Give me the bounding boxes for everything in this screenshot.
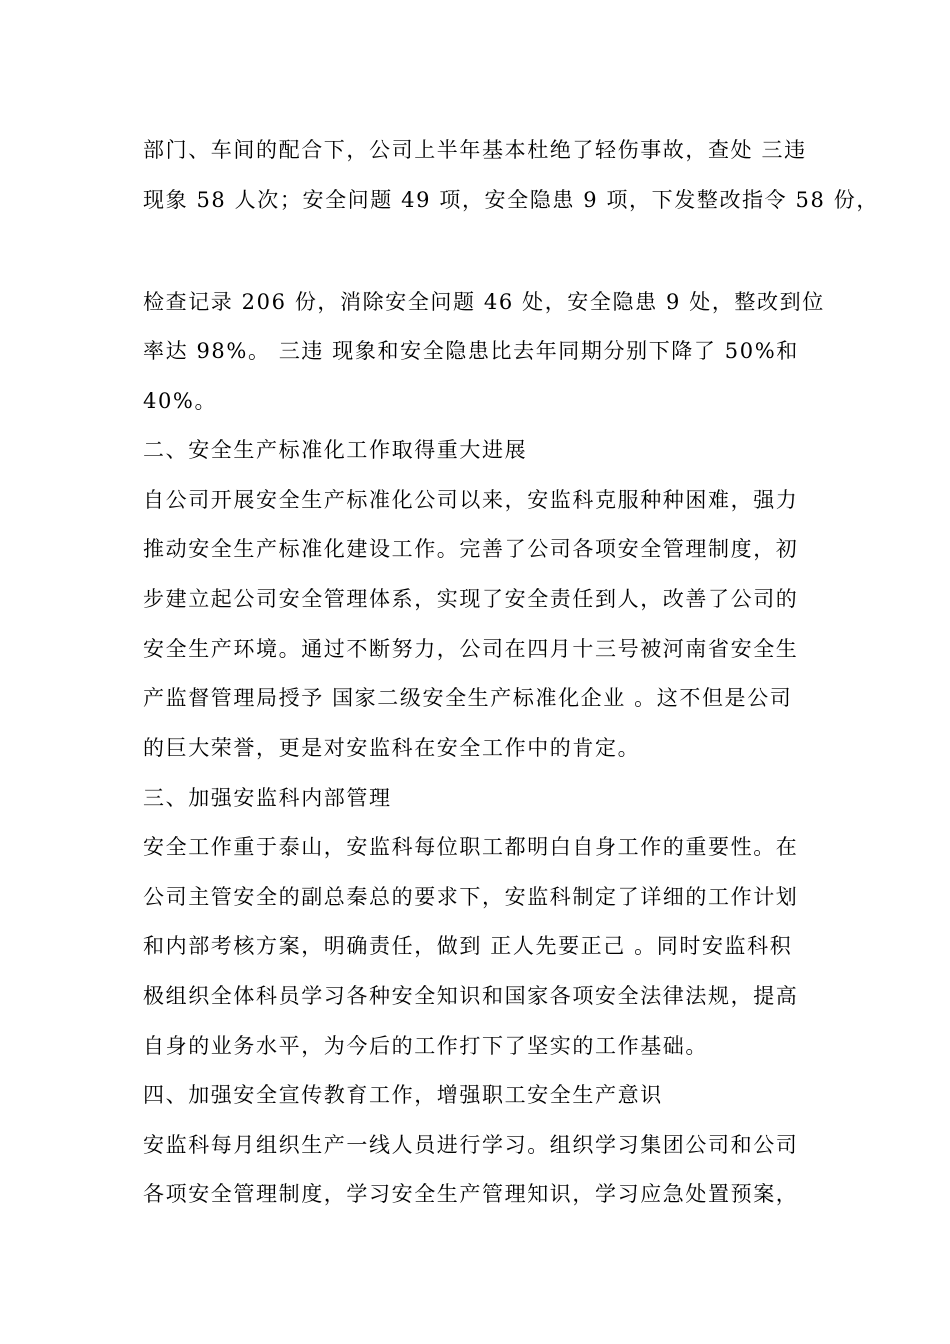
paragraph-line: 自身的业务水平，为今后的工作打下了坚实的工作基础。 xyxy=(143,1034,708,1058)
paragraph-line: 各项安全管理制度，学习安全生产管理知识，学习应急处置预案， xyxy=(143,1182,799,1206)
paragraph-line: 现象 58 人次；安全问题 49 项，安全隐患 9 项，下发整改指令 58 份， xyxy=(143,188,879,212)
paragraph-line: 部门、车间的配合下，公司上半年基本杜绝了轻伤事故，查处 三违 xyxy=(143,138,807,162)
paragraph-line: 安全生产环境。通过不断努力，公司在四月十三号被河南省安全生 xyxy=(143,637,799,661)
paragraph-line: 推动安全生产标准化建设工作。完善了公司各项安全管理制度，初 xyxy=(143,537,799,561)
paragraph-line: 公司主管安全的副总秦总的要求下，安监科制定了详细的工作计划 xyxy=(143,885,799,909)
paragraph-line: 和内部考核方案，明确责任，做到 正人先要正己 。同时安监科积 xyxy=(143,934,793,958)
paragraph-line: 极组织全体科员学习各种安全知识和国家各项安全法律法规，提高 xyxy=(143,984,799,1008)
section-heading: 四、加强安全宣传教育工作，增强职工安全生产意识 xyxy=(143,1083,663,1107)
paragraph-line: 的巨大荣誉，更是对安监科在安全工作中的肯定。 xyxy=(143,736,641,760)
paragraph-line: 安全工作重于泰山，安监科每位职工都明白自身工作的重要性。在 xyxy=(143,835,799,859)
paragraph-line: 产监督管理局授予 国家二级安全生产标准化企业 。这不但是公司 xyxy=(143,686,793,710)
section-heading: 三、加强安监科内部管理 xyxy=(143,786,392,810)
paragraph-line: 自公司开展安全生产标准化公司以来，安监科克服种种困难，强力 xyxy=(143,488,799,512)
paragraph-line: 40%。 xyxy=(143,389,218,413)
paragraph-line: 步建立起公司安全管理体系，实现了安全责任到人，改善了公司的 xyxy=(143,587,799,611)
paragraph-line: 安监科每月组织生产一线人员进行学习。组织学习集团公司和公司 xyxy=(143,1133,799,1157)
section-heading: 二、安全生产标准化工作取得重大进展 xyxy=(143,438,528,462)
paragraph-line: 率达 98%。 三违 现象和安全隐患比去年同期分别下降了 50%和 xyxy=(143,339,799,363)
paragraph-line: 检查记录 206 份，消除安全问题 46 处，安全隐患 9 处，整改到位 xyxy=(143,290,825,314)
